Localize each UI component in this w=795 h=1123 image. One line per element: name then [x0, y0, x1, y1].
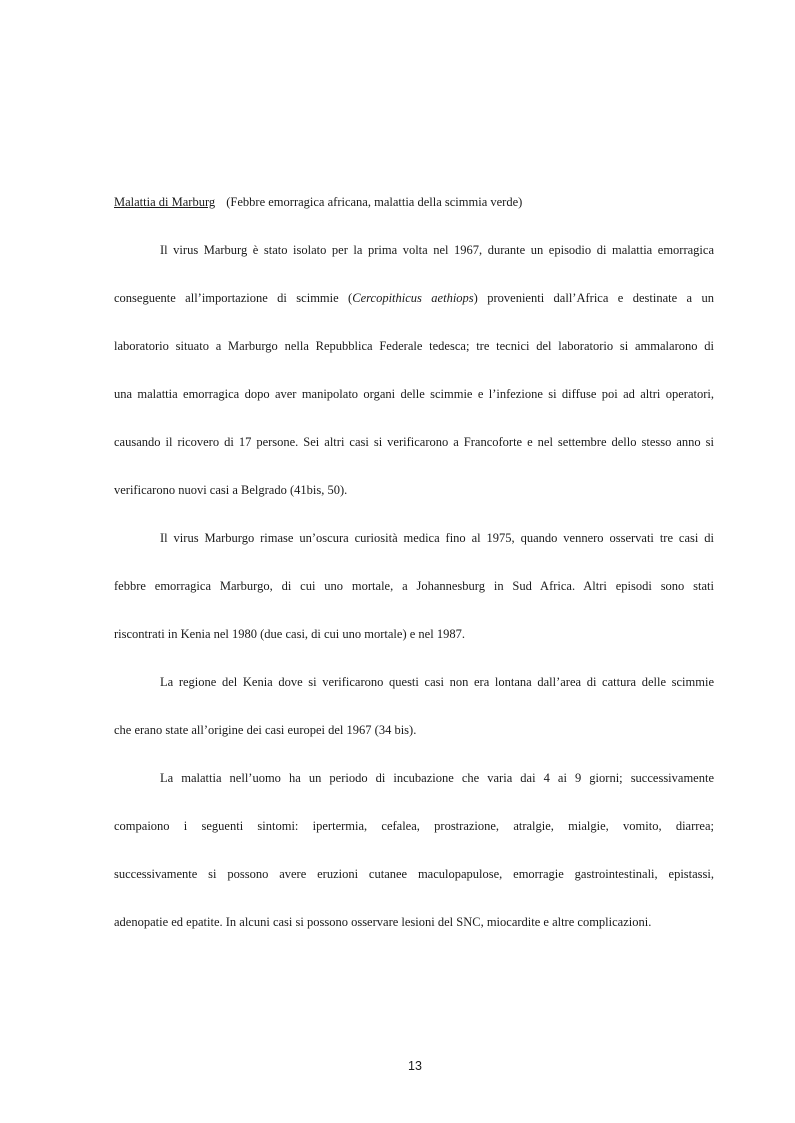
paragraph-2-line-3: riscontrati in Kenia nel 1980 (due casi, di cui uno mortale) e nel 1987. [114, 627, 465, 641]
paragraph-2-line-1: Il virus Marburgo rimase un’oscura curiosità medica fino al 1975, quando vennero osservati tre casi di [160, 531, 714, 545]
paragraph-1-line-1: Il virus Marburg è stato isolato per la prima volta nel 1967, durante un episodio di malattia emorragica [160, 243, 714, 257]
paragraph-4-line-1: La malattia nell’uomo ha un periodo di incubazione che varia dai 4 ai 9 giorni; successivamente [160, 771, 714, 785]
paragraph-1-line-6: verificarono nuovi casi a Belgrado (41bis, 50). [114, 483, 348, 497]
title-line [114, 193, 714, 211]
section-heading: Malattia di Marburg [114, 195, 216, 209]
paragraph-3-line-2: che erano state all’origine dei casi europei del 1967 (34 bis). [114, 723, 417, 737]
paragraph-4-line-3: successivamente si possono avere eruzioni cutanee maculopapulose, emorragie gastrointestinali, epistassi, [114, 867, 714, 881]
paragraph-4-line-2: compaiono i seguenti sintomi: ipertermia, cefalea, prostrazione, atralgie, mialgie, vomito, diarrea; [114, 819, 714, 833]
species-name: Cercopithicus aethiops [352, 291, 474, 305]
page-number: 13 [408, 1059, 422, 1073]
section-subtitle: (Febbre emorragica africana, malattia della scimmia verde) [226, 195, 523, 209]
paragraph-2-line-2: febbre emorragica Marburgo, di cui uno mortale, a Johannesburg in Sud Africa. Altri episodi sono stati [114, 579, 714, 593]
paragraph-1-line-2-before: conseguente all’importazione di scimmie ( [114, 291, 353, 305]
paragraph-4-line-4: adenopatie ed epatite. In alcuni casi si possono osservare lesioni del SNC, miocardite e altre complicazioni. [114, 915, 652, 929]
paragraph-1-line-2 [114, 289, 714, 307]
paragraph-1-line-5: causando il ricovero di 17 persone. Sei altri casi si verificarono a Francoforte e nel settembre dello stesso anno si [114, 435, 714, 449]
paragraph-1-line-2-after: ) provenienti dall’Africa e destinate a un [473, 291, 715, 305]
paragraph-3-line-1: La regione del Kenia dove si verificarono questi casi non era lontana dall’area di cattura delle scimmie [160, 675, 714, 689]
paragraph-1-line-4: una malattia emorragica dopo aver manipolato organi delle scimmie e l’infezione si diffuse poi ad altri operatori, [114, 387, 714, 401]
paragraph-1-line-3: laboratorio situato a Marburgo nella Repubblica Federale tedesca; tre tecnici del laboratorio si ammalarono di [114, 339, 714, 353]
